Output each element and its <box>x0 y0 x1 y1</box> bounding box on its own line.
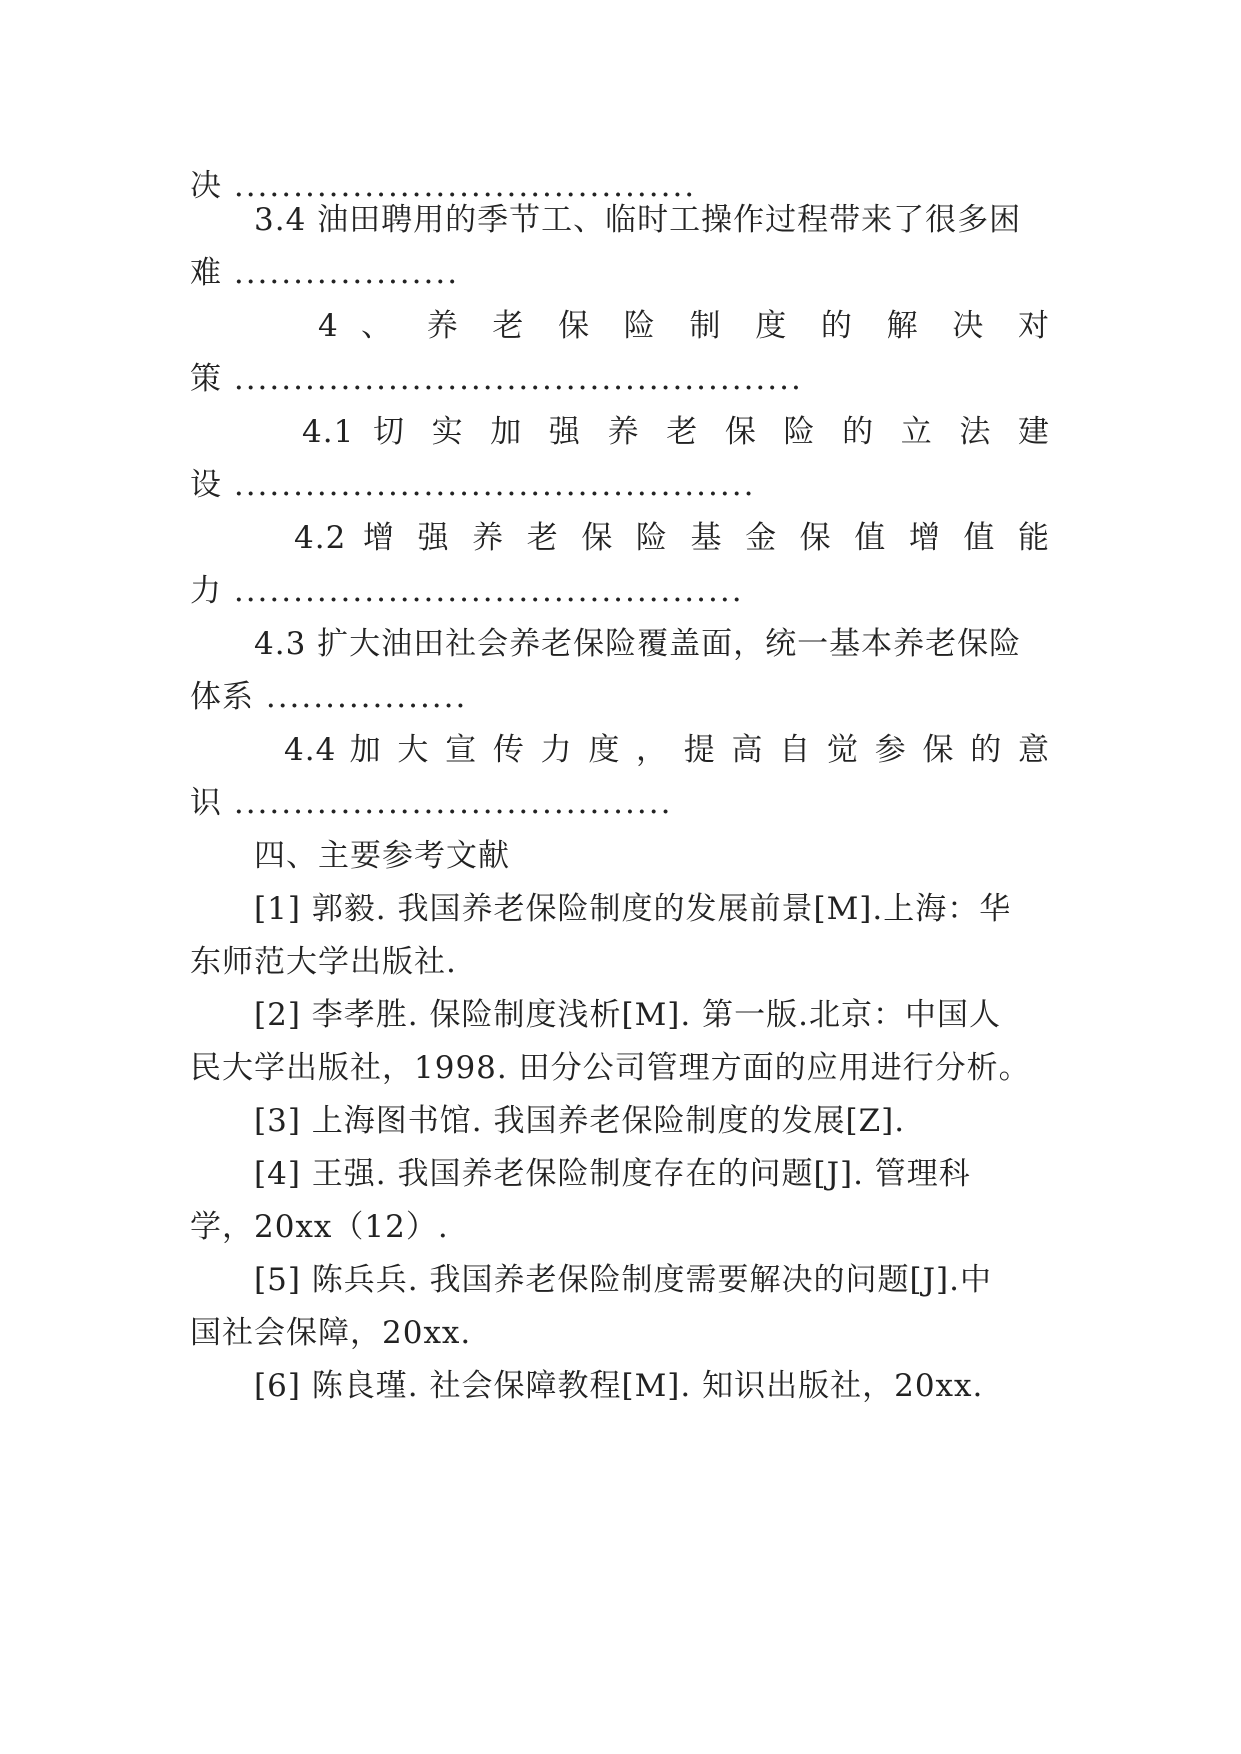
toc-entry-tail-char: 识 <box>190 785 222 821</box>
reference-item: [4] 王强. 我国养老保险制度存在的问题[J]. 管理科 <box>254 1156 971 1192</box>
toc-entry-title: 4.2 增 强 养 老 保 险 基 金 保 值 增 值 能 <box>294 520 1050 556</box>
reference-item: [2] 李孝胜. 保险制度浅析[M]. 第一版.北京：中国人 <box>254 997 1001 1033</box>
toc-entry-title: 4.4 加 大 宣 传 力 度 ， 提 高 自 觉 参 保 的 意 <box>284 732 1050 768</box>
toc-entry-tail <box>190 677 1050 717</box>
reference-item: [3] 上海图书馆. 我国养老保险制度的发展[Z]. <box>254 1103 906 1139</box>
toc-leader-dots: ..................................... <box>222 785 673 821</box>
toc-entry-tail <box>190 783 1050 823</box>
toc-leader-dots: ........................................... <box>222 573 744 609</box>
toc-leader-dots: ....................................... <box>222 168 697 204</box>
toc-entry-tail-char: 策 <box>190 361 222 397</box>
toc-entry-tail <box>190 359 1050 399</box>
toc-entry-tail <box>190 253 1050 293</box>
toc-entry-tail <box>190 465 1050 505</box>
toc-entry-title: 4.3 扩大油田社会养老保险覆盖面，统一基本养老保险 <box>254 626 1022 662</box>
toc-leader-dots: ................. <box>254 679 468 715</box>
toc-entry-tail-char: 难 <box>190 255 222 291</box>
reference-item: [6] 陈良瑾. 社会保障教程[M]. 知识出版社，20xx. <box>254 1368 984 1404</box>
reference-item-continuation: 民大学出版社，1998. 田分公司管理方面的应用进行分析。 <box>190 1050 1031 1086</box>
toc-leader-dots: ............................................ <box>222 467 756 503</box>
toc-leader-dots: ................................................ <box>222 361 803 397</box>
toc-entry-tail-char: 体系 <box>190 679 254 715</box>
toc-entry-tail-char: 力 <box>190 573 222 609</box>
reference-item: [1] 郭毅. 我国养老保险制度的发展前景[M].上海：华 <box>254 891 1012 927</box>
toc-entry-tail-char: 设 <box>190 467 222 503</box>
reference-item-continuation: 学，20xx（12）. <box>190 1209 449 1245</box>
toc-entry-title: 3.4 油田聘用的季节工、临时工操作过程带来了很多困 <box>254 202 1022 238</box>
toc-entry-title: 4.1 切 实 加 强 养 老 保 险 的 立 法 建 <box>302 414 1050 450</box>
reference-item-continuation: 东师范大学出版社. <box>190 944 457 980</box>
reference-item: [5] 陈兵兵. 我国养老保险制度需要解决的问题[J].中 <box>254 1262 992 1298</box>
toc-entry-title: 4 、 养 老 保 险 制 度 的 解 决 对 <box>318 308 1050 344</box>
toc-entry-tail-char: 决 <box>190 168 222 204</box>
references-heading: 四、主要参考文献 <box>254 838 510 874</box>
toc-leader-dots: ................... <box>222 255 460 291</box>
reference-item-continuation: 国社会保障，20xx. <box>190 1315 472 1351</box>
toc-entry-tail <box>190 571 1050 611</box>
